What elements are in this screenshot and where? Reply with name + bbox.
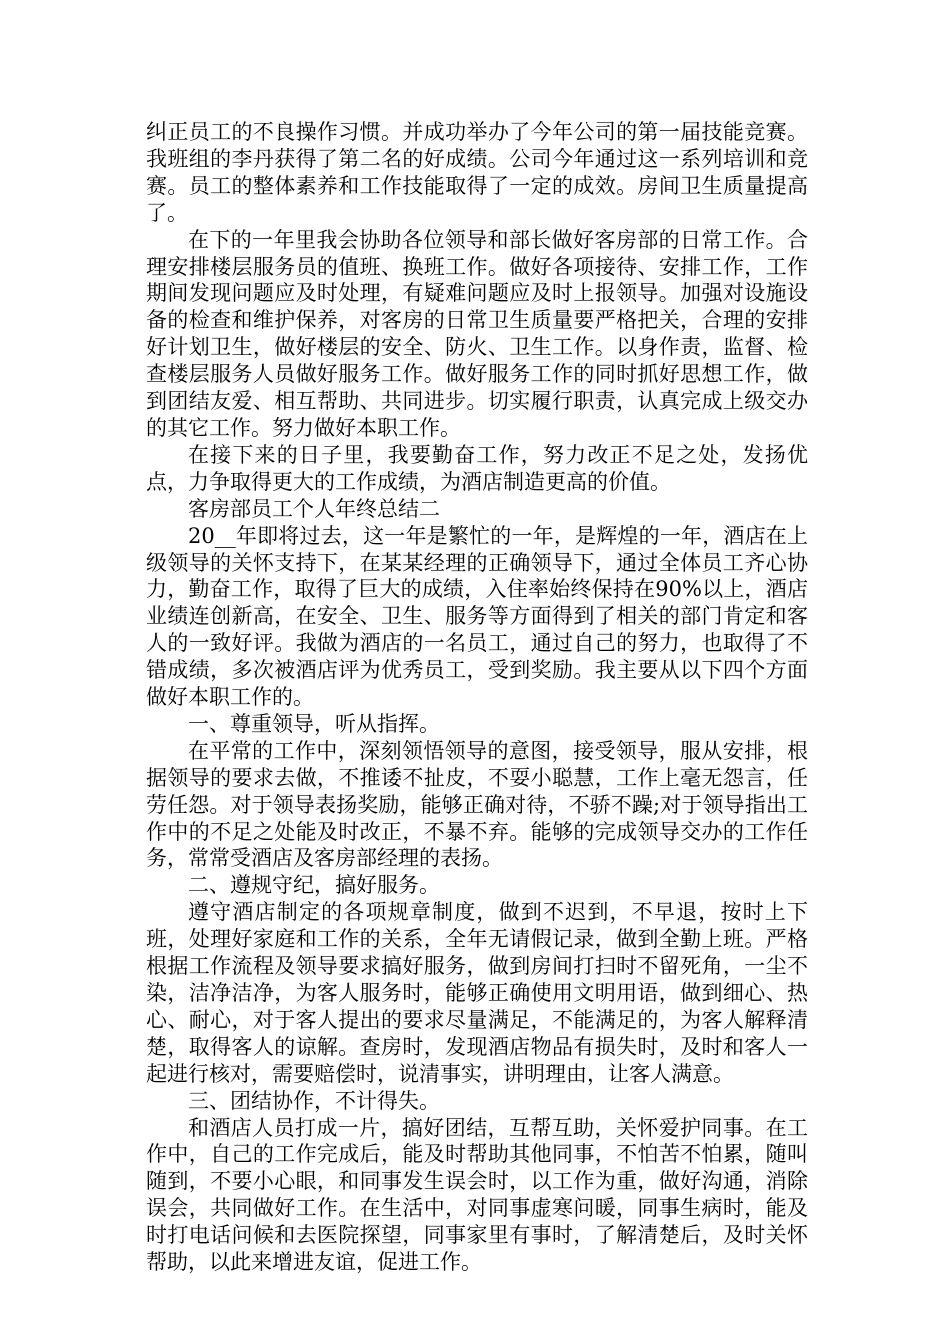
- paragraph: 20__年即将过去，这一年是繁忙的一年，是辉煌的一年，酒店在上级领导的关怀支持下，在某某经理的正确领导下，通过全体员工齐心协力，勤奋工作，取得了巨大的成绩，入住率始终保持在90%以上，酒店业绩连创新高，在安全、卫生、服务等方面得到了相关的部门肯定和客人的一致好评。我做为酒店的一名员工，通过自己的努力，也取得了不错成绩，多次被酒店评为优秀员工，受到奖励。我主要从以下四个方面做好本职工作的。: [146, 523, 808, 710]
- section-heading: 三、团结协作，不计得失。: [188, 1088, 440, 1113]
- section-heading: 一、尊重领导，听从指挥。: [188, 711, 440, 736]
- paragraph: 在平常的工作中，深刻领悟领导的意图，接受领导，服从安排，根据领导的要求去做，不推诿不扯皮，不耍小聪慧，工作上毫无怨言，任劳任怨。对于领导表扬奖励，能够正确对待，不骄不躁;对于领导指出工作中的不足之处能及时改正，不暴不弃。能够的完成领导交办的工作任务，常常受酒店及客房部经理的表扬。: [146, 738, 808, 871]
- document-body: [146, 119, 808, 1276]
- paragraph: 遵守酒店制定的各项规章制度，做到不迟到，不早退，按时上下班，处理好家庭和工作的关系，全年无请假记录，做到全勤上班。严格根据工作流程及领导要求搞好服务，做到房间打扫时不留死角，一尘不染，洁净洁净，为客人服务时，能够正确使用文明用语，做到细心、热心、耐心，对于客人提出的要求尽量满足，不能满足的，为客人解释清楚，取得客人的谅解。查房时，发现酒店物品有损失时，及时和客人一起进行核对，需要赔偿时，说清事实，讲明理由，让客人满意。: [146, 900, 808, 1086]
- paragraph: 纠正员工的不良操作习惯。并成功举办了今年公司的第一届技能竞赛。我班组的李丹获得了第二名的好成绩。公司今年通过这一系列培训和竞赛。员工的整体素养和工作技能取得了一定的成效。房间卫生质量提高了。: [146, 120, 808, 225]
- paragraph: 在下的一年里我会协助各位领导和部长做好客房部的日常工作。合理安排楼层服务员的值班、换班工作。做好各项接待、安排工作，工作期间发现问题应及时处理，有疑难问题应及时上报领导。加强对设施设备的检查和维护保养，对客房的日常卫生质量要严格把关，合理的安排好计划卫生，做好楼层的安全、防火、卫生工作。以身作责，监督、检查楼层服务人员做好服务工作。做好服务工作的同时抓好思想工作，做到团结友爱、相互帮助、共同进步。切实履行职责，认真完成上级交办的其它工作。努力做好本职工作。: [146, 227, 808, 440]
- paragraph: 和酒店人员打成一片，搞好团结，互帮互助，关怀爱护同事。在工作中，自己的工作完成后，能及时帮助其他同事，不怕苦不怕累，随叫随到，不要小心眼，和同事发生误会时，以工作为重，做好沟通，消除误会，共同做好工作。在生活中，对同事虚寒问暖，同事生病时，能及时打电话问候和去医院探望，同事家里有事时，了解清楚后，及时关怀帮助，以此来增进友谊，促进工作。: [146, 1115, 808, 1275]
- section-heading: 二、遵规守纪，搞好服务。: [188, 873, 440, 898]
- section-title: 客房部员工个人年终总结二: [188, 496, 440, 521]
- paragraph: 在接下来的日子里，我要勤奋工作，努力改正不足之处，发扬优点，力争取得更大的工作成绩，为酒店制造更高的价值。: [146, 442, 808, 494]
